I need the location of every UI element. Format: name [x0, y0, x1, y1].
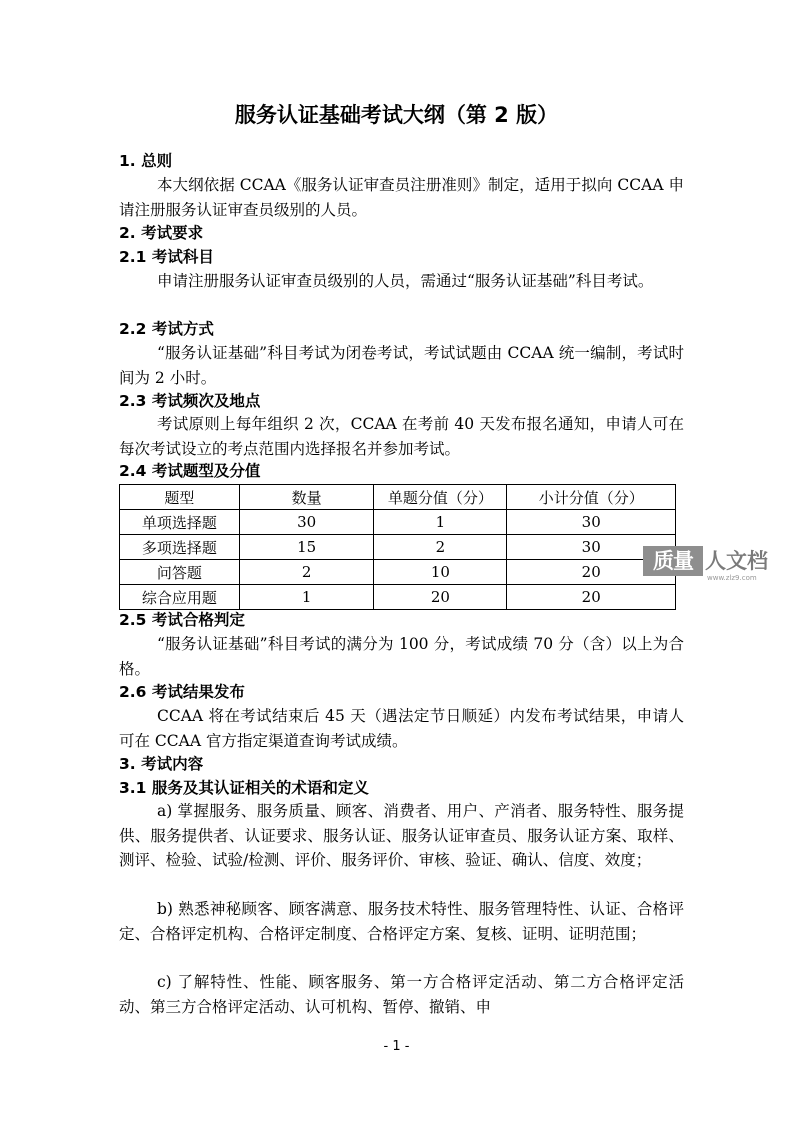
section-text-3-1-c: c) 了解特性、性能、顾客服务、第一方合格评定活动、第二方合格评定活动、第三方合格评定活动、认可机构、暂停、撤销、申	[119, 973, 684, 1016]
table-cell: 10	[374, 560, 507, 585]
section-heading-1: 1. 总则	[119, 152, 173, 170]
table-cell: 单项选择题	[120, 510, 240, 535]
table-cell: 1	[374, 510, 507, 535]
section-heading-3: 3. 考试内容	[119, 755, 204, 773]
table-cell: 15	[239, 535, 374, 560]
page-number: - 1 -	[383, 1039, 410, 1054]
table-cell: 20	[507, 585, 676, 610]
section-text-1: 本大纲依据 CCAA《服务认证审查员注册准则》制定，适用于拟向 CCAA 申请注册服务认证审查员级别的人员。	[119, 176, 684, 219]
table-cell: 2	[374, 535, 507, 560]
table-row	[120, 510, 676, 535]
section-heading-2-3: 2.3 考试频次及地点	[119, 392, 261, 410]
section-heading-2-2: 2.2 考试方式	[119, 320, 214, 338]
table-header-cell: 数量	[239, 485, 374, 510]
section-text-2-1: 申请注册服务认证审查员级别的人员，需通过“服务认证基础”科目考试。	[157, 272, 654, 290]
section-text-3-1-a: a) 掌握服务、服务质量、顾客、消费者、用户、产消者、服务特性、服务提供、服务提供者、认证要求、服务认证、服务认证审查员、服务认证方案、取样、测评、检验、试验/检测、评价、服务评价、审核、验证、确认、信度、效度；	[119, 802, 684, 869]
table-cell: 30	[239, 510, 374, 535]
table-cell: 问答题	[120, 560, 240, 585]
score-table	[119, 484, 676, 610]
table-header-cell: 小计分值（分）	[507, 485, 676, 510]
table-row	[120, 560, 676, 585]
table-row	[120, 535, 676, 560]
watermark-box: 质量	[643, 546, 703, 576]
table-row	[120, 585, 676, 610]
section-heading-2-1: 2.1 考试科目	[119, 248, 214, 266]
document-title: 服务认证基础考试大纲（第 2 版）	[234, 103, 559, 127]
section-heading-3-1: 3.1 服务及其认证相关的术语和定义	[119, 779, 369, 797]
section-text-2-5: “服务认证基础”科目考试的满分为 100 分，考试成绩 70 分（含）以上为合格。	[119, 635, 684, 678]
section-heading-2-6: 2.6 考试结果发布	[119, 683, 245, 701]
watermark-url: www.zlz9.com	[707, 574, 757, 582]
table-header-cell: 题型	[120, 485, 240, 510]
table-cell: 20	[374, 585, 507, 610]
section-text-2-3: 考试原则上每年组织 2 次，CCAA 在考前 40 天发布报名通知，申请人可在每次考试设立的考点范围内选择报名并参加考试。	[119, 415, 684, 458]
section-heading-2-5: 2.5 考试合格判定	[119, 611, 245, 629]
section-text-3-1-b: b) 熟悉神秘顾客、顾客满意、服务技术特性、服务管理特性、认证、合格评定、合格评定机构、合格评定制度、合格评定方案、复核、证明、证明范围；	[119, 900, 684, 943]
table-header-row	[120, 485, 676, 510]
table-cell: 综合应用题	[120, 585, 240, 610]
table-header-cell: 单题分值（分）	[374, 485, 507, 510]
table-cell: 30	[507, 535, 676, 560]
table-cell: 2	[239, 560, 374, 585]
section-heading-2: 2. 考试要求	[119, 224, 204, 242]
section-text-2-6: CCAA 将在考试结束后 45 天（遇法定节日顺延）内发布考试结果，申请人可在 CCAA 官方指定渠道查询考试成绩。	[119, 707, 684, 750]
watermark-logo	[643, 546, 783, 582]
table-cell: 30	[507, 510, 676, 535]
section-heading-2-4: 2.4 考试题型及分值	[119, 462, 261, 480]
table-cell: 20	[507, 560, 676, 585]
table-cell: 1	[239, 585, 374, 610]
watermark-brand: 人文档	[705, 549, 768, 573]
section-text-2-2: “服务认证基础”科目考试为闭卷考试，考试试题由 CCAA 统一编制，考试时间为 2 小时。	[119, 344, 684, 387]
table-cell: 多项选择题	[120, 535, 240, 560]
